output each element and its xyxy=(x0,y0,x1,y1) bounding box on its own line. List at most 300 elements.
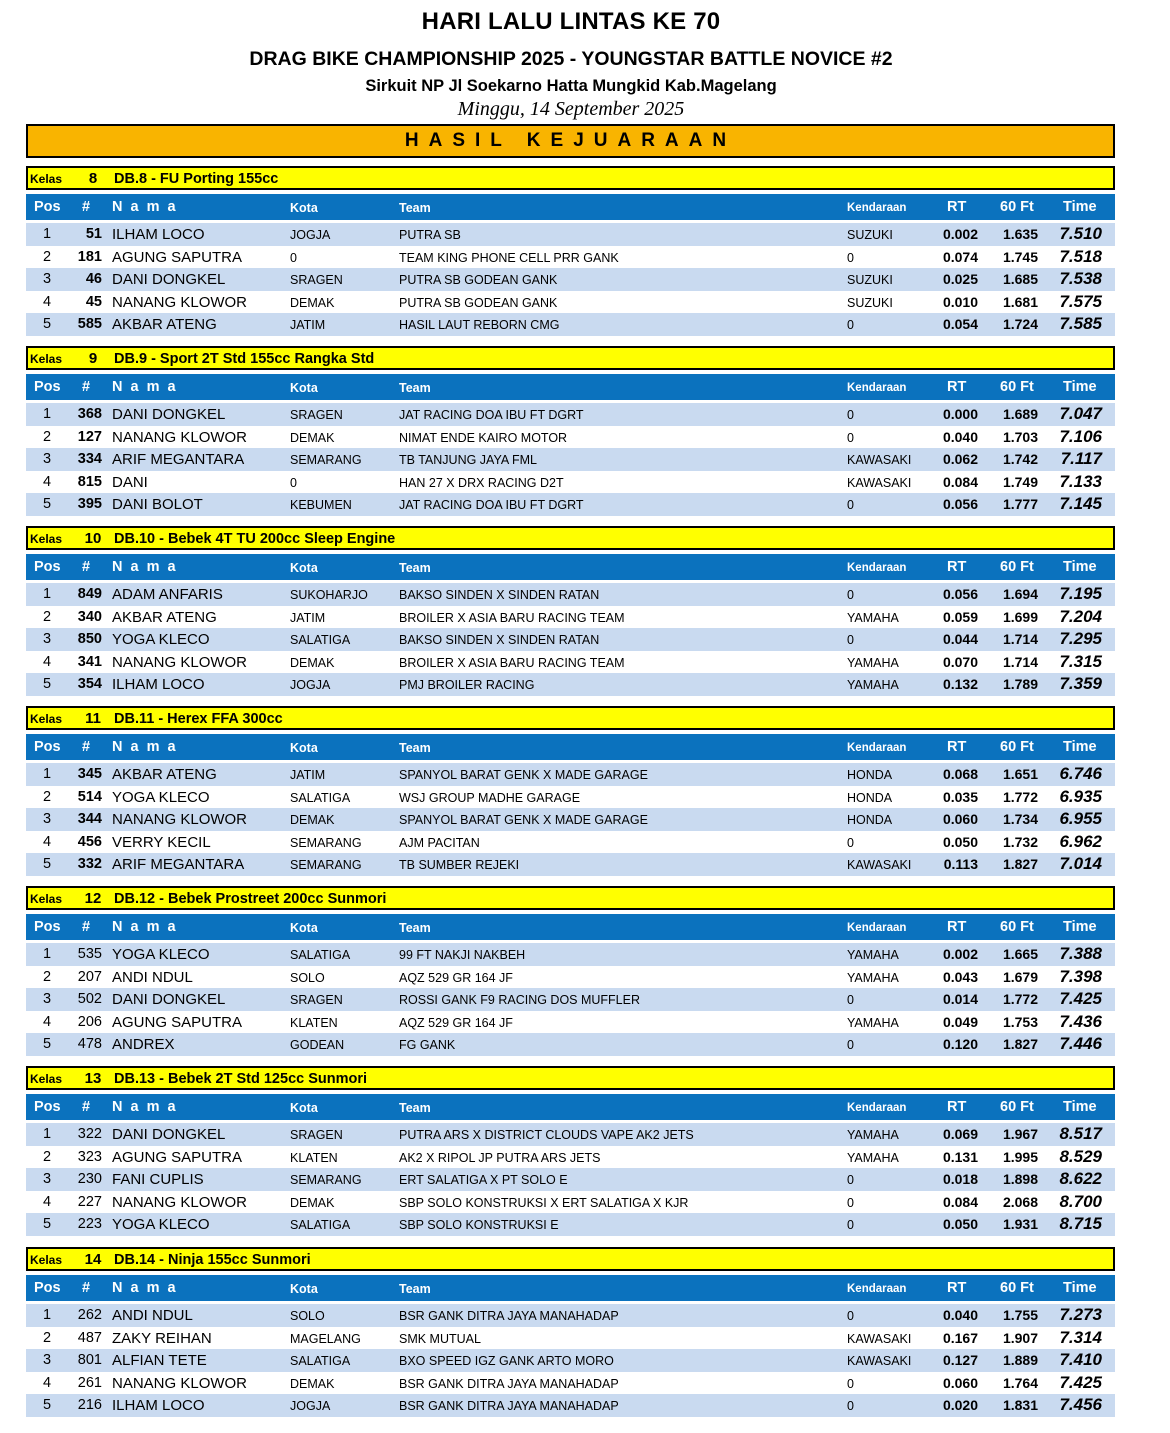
cell-time: 7.359 xyxy=(1059,674,1102,694)
cell-kendaraan: 0 xyxy=(847,1376,854,1391)
cell-time: 8.715 xyxy=(1059,1214,1102,1234)
table-row xyxy=(26,628,1115,651)
col-number: # xyxy=(82,739,91,755)
cell-nama: ZAKY REIHAN xyxy=(112,1329,212,1347)
cell-nama: NANANG KLOWOR xyxy=(112,428,248,446)
cell-kendaraan: 0 xyxy=(847,430,854,445)
cell-60ft: 1.732 xyxy=(1002,833,1038,850)
table-row xyxy=(26,1372,1115,1395)
cell-60ft: 1.749 xyxy=(1002,473,1038,490)
cell-pos: 3 xyxy=(42,271,52,288)
col-number: # xyxy=(82,559,91,575)
cell-team: JAT RACING DOA IBU FT DGRT xyxy=(399,498,584,513)
cell-team: JAT RACING DOA IBU FT DGRT xyxy=(399,408,584,422)
cell-time: 7.436 xyxy=(1059,1011,1102,1031)
col-kendaraan: Kendaraan xyxy=(847,202,907,214)
cell-pos: 2 xyxy=(42,788,52,805)
cell-nama: ANDREX xyxy=(112,1036,175,1054)
table-row xyxy=(26,1146,1115,1169)
cell-number: 230 xyxy=(77,1171,102,1188)
cell-kota: JATIM xyxy=(290,768,326,782)
cell-60ft: 1.889 xyxy=(1002,1352,1038,1369)
cell-60ft: 1.694 xyxy=(1002,586,1038,602)
cell-team: PUTRA ARS X DISTRICT CLOUDS VAPE AK2 JETS xyxy=(399,1128,694,1142)
cell-rt: 0.002 xyxy=(942,226,978,242)
cell-time: 7.425 xyxy=(1059,1372,1102,1392)
col-pos: Pos xyxy=(34,379,61,395)
cell-60ft: 2.068 xyxy=(1002,1193,1038,1210)
cell-kendaraan: HONDA xyxy=(847,790,893,805)
cell-kendaraan: 0 xyxy=(847,633,854,648)
cell-team: PUTRA SB xyxy=(399,228,461,242)
col-time: Time xyxy=(1063,199,1097,215)
cell-nama: DANI DONGKEL xyxy=(112,1126,226,1143)
cell-rt: 0.050 xyxy=(942,833,978,850)
cell-number: 487 xyxy=(77,1329,102,1346)
cell-number: 585 xyxy=(77,316,102,333)
table-row xyxy=(26,493,1115,516)
table-header xyxy=(26,914,1115,940)
class-name: DB.13 - Bebek 2T Std 125cc Sunmori xyxy=(114,1071,368,1087)
class-number: 13 xyxy=(84,1070,102,1087)
col-nama: N a m a xyxy=(112,199,178,215)
cell-kota: JATIM xyxy=(290,610,326,625)
cell-kendaraan: YAMAHA xyxy=(847,1150,899,1165)
class-title-bar xyxy=(26,346,1115,370)
col-time: Time xyxy=(1063,379,1097,395)
cell-60ft: 1.753 xyxy=(1002,1013,1038,1030)
table-header xyxy=(26,194,1115,220)
cell-nama: NANANG KLOWOR xyxy=(112,1374,248,1392)
col-team: Team xyxy=(399,381,431,395)
cell-number: 456 xyxy=(77,833,102,850)
table-row xyxy=(26,403,1115,426)
col-rt: RT xyxy=(947,1099,967,1115)
class-name: DB.8 - FU Porting 155cc xyxy=(114,171,279,187)
col-team: Team xyxy=(399,201,431,215)
cell-time: 7.314 xyxy=(1059,1327,1102,1347)
cell-pos: 5 xyxy=(42,1036,52,1053)
col-nama: N a m a xyxy=(112,559,178,575)
col-rt: RT xyxy=(947,379,967,395)
cell-60ft: 1.789 xyxy=(1002,676,1038,693)
cell-kota: SALATIGA xyxy=(290,948,351,962)
cell-kota: 0 xyxy=(290,250,297,265)
cell-nama: AGUNG SAPUTRA xyxy=(112,248,243,266)
class-section xyxy=(26,706,1115,876)
cell-60ft: 1.831 xyxy=(1002,1397,1038,1414)
cell-60ft: 1.742 xyxy=(1002,451,1038,468)
cell-nama: AKBAR ATENG xyxy=(112,608,217,626)
cell-time: 7.518 xyxy=(1059,246,1102,266)
cell-time: 7.410 xyxy=(1059,1350,1102,1370)
results-rows xyxy=(26,1123,1115,1236)
cell-nama: AKBAR ATENG xyxy=(112,766,217,783)
col-time: Time xyxy=(1063,1099,1097,1115)
cell-pos: 1 xyxy=(42,946,52,962)
cell-team: ERT SALATIGA X PT SOLO E xyxy=(399,1173,568,1188)
cell-60ft: 1.714 xyxy=(1002,653,1038,670)
results-banner: HASIL KEJUARAAN xyxy=(26,124,1115,158)
cell-kendaraan: KAWASAKI xyxy=(847,858,912,873)
class-number: 14 xyxy=(84,1251,102,1268)
cell-team: BROILER X ASIA BARU RACING TEAM xyxy=(399,610,625,625)
table-row xyxy=(26,786,1115,809)
col-pos: Pos xyxy=(34,919,61,935)
cell-number: 345 xyxy=(77,766,102,782)
cell-60ft: 1.679 xyxy=(1002,968,1038,985)
table-row xyxy=(26,988,1115,1011)
cell-number: 51 xyxy=(85,226,102,242)
cell-pos: 1 xyxy=(42,1307,52,1323)
cell-nama: ILHAM LOCO xyxy=(112,1397,205,1415)
cell-time: 7.014 xyxy=(1059,854,1102,874)
table-header xyxy=(26,554,1115,580)
cell-kendaraan: YAMAHA xyxy=(847,970,899,985)
cell-number: 206 xyxy=(77,1013,102,1030)
cell-pos: 2 xyxy=(42,1329,52,1346)
cell-number: 262 xyxy=(77,1307,102,1323)
cell-number: 46 xyxy=(85,271,102,288)
cell-team: PMJ BROILER RACING xyxy=(399,678,535,693)
cell-nama: AKBAR ATENG xyxy=(112,316,217,334)
cell-number: 815 xyxy=(77,473,102,490)
col-pos: Pos xyxy=(34,739,61,755)
cell-number: 127 xyxy=(77,428,102,445)
cell-rt: 0.043 xyxy=(942,968,978,985)
cell-rt: 0.020 xyxy=(942,1397,978,1414)
cell-60ft: 1.777 xyxy=(1002,496,1038,513)
col-number: # xyxy=(82,919,91,935)
cell-pos: 3 xyxy=(42,991,52,1008)
cell-pos: 2 xyxy=(42,1148,52,1165)
cell-60ft: 1.734 xyxy=(1002,811,1038,828)
cell-pos: 4 xyxy=(42,833,52,850)
cell-rt: 0.018 xyxy=(942,1171,978,1188)
cell-rt: 0.014 xyxy=(942,991,978,1008)
table-row xyxy=(26,1304,1115,1327)
cell-kendaraan: 0 xyxy=(847,498,854,513)
cell-rt: 0.056 xyxy=(942,496,978,513)
cell-nama: ADAM ANFARIS xyxy=(112,586,223,603)
cell-time: 7.585 xyxy=(1059,314,1102,334)
cell-rt: 0.069 xyxy=(942,1126,978,1142)
cell-kota: SRAGEN xyxy=(290,273,343,288)
cell-nama: YOGA KLECO xyxy=(112,1216,210,1234)
cell-team: BSR GANK DITRA JAYA MANAHADAP xyxy=(399,1376,619,1391)
cell-kendaraan: YAMAHA xyxy=(847,678,899,693)
col-kendaraan: Kendaraan xyxy=(847,742,907,754)
cell-number: 323 xyxy=(77,1148,102,1165)
col-team: Team xyxy=(399,1101,431,1115)
table-row xyxy=(26,651,1115,674)
cell-kota: DEMAK xyxy=(290,1195,335,1210)
col-rt: RT xyxy=(947,739,967,755)
cell-team: TEAM KING PHONE CELL PRR GANK xyxy=(399,250,619,265)
cell-rt: 0.060 xyxy=(942,1374,978,1391)
table-row xyxy=(26,763,1115,786)
cell-nama: ANDI NDUL xyxy=(112,1307,193,1324)
col-kota: Kota xyxy=(290,201,318,215)
cell-kendaraan: KAWASAKI xyxy=(847,475,912,490)
cell-nama: FANI CUPLIS xyxy=(112,1171,204,1189)
class-title-bar xyxy=(26,166,1115,190)
cell-kota: DEMAK xyxy=(290,1376,335,1391)
col-pos: Pos xyxy=(34,1099,61,1115)
cell-nama: YOGA KLECO xyxy=(112,946,210,963)
cell-kendaraan: KAWASAKI xyxy=(847,1331,912,1346)
cell-pos: 1 xyxy=(42,226,52,242)
cell-number: 849 xyxy=(77,586,102,602)
table-row xyxy=(26,223,1115,246)
class-name: DB.14 - Ninja 155cc Sunmori xyxy=(114,1252,311,1268)
cell-kota: SUKOHARJO xyxy=(290,588,368,602)
class-number: 9 xyxy=(88,350,98,367)
col-60ft: 60 Ft xyxy=(1000,379,1034,395)
cell-60ft: 1.764 xyxy=(1002,1374,1038,1391)
results-rows xyxy=(26,223,1115,336)
class-number: 11 xyxy=(85,710,101,727)
cell-rt: 0.000 xyxy=(942,406,978,422)
table-row xyxy=(26,673,1115,696)
cell-nama: NANANG KLOWOR xyxy=(112,653,248,671)
cell-nama: VERRY KECIL xyxy=(112,833,211,851)
col-nama: N a m a xyxy=(112,739,178,755)
cell-number: 344 xyxy=(77,811,102,828)
cell-number: 341 xyxy=(77,653,102,670)
cell-time: 7.047 xyxy=(1059,404,1102,423)
cell-rt: 0.131 xyxy=(942,1148,978,1165)
cell-60ft: 1.703 xyxy=(1002,428,1038,445)
col-number: # xyxy=(82,1099,91,1115)
cell-number: 368 xyxy=(77,406,102,422)
table-row xyxy=(26,1168,1115,1191)
col-time: Time xyxy=(1063,559,1097,575)
cell-60ft: 1.995 xyxy=(1002,1148,1038,1165)
col-nama: N a m a xyxy=(112,1280,178,1296)
cell-number: 502 xyxy=(77,991,102,1008)
col-60ft: 60 Ft xyxy=(1000,559,1034,575)
cell-nama: NANANG KLOWOR xyxy=(112,1193,248,1211)
class-section xyxy=(26,1066,1115,1236)
col-kota: Kota xyxy=(290,381,318,395)
cell-pos: 4 xyxy=(42,473,52,490)
cell-number: 207 xyxy=(77,968,102,985)
cell-kota: JOGJA xyxy=(290,1399,331,1414)
class-label: Kelas xyxy=(30,1253,63,1267)
col-kendaraan: Kendaraan xyxy=(847,1102,907,1114)
cell-number: 514 xyxy=(77,788,102,805)
cell-team: BAKSO SINDEN X SINDEN RATAN xyxy=(399,588,600,602)
cell-team: NIMAT ENDE KAIRO MOTOR xyxy=(399,430,568,445)
cell-rt: 0.120 xyxy=(942,1036,978,1053)
cell-pos: 3 xyxy=(42,811,52,828)
cell-pos: 5 xyxy=(42,856,52,873)
cell-60ft: 1.714 xyxy=(1002,631,1038,648)
table-row xyxy=(26,606,1115,629)
cell-team: 99 FT NAKJI NAKBEH xyxy=(399,948,526,962)
cell-kendaraan: 0 xyxy=(847,1309,854,1323)
table-row xyxy=(26,808,1115,831)
cell-kota: 0 xyxy=(290,475,297,490)
cell-kendaraan: 0 xyxy=(847,1218,854,1233)
cell-kota: KLATEN xyxy=(290,1150,338,1165)
cell-kota: SEMARANG xyxy=(290,1173,362,1188)
cell-team: SPANYOL BARAT GENK X MADE GARAGE xyxy=(399,768,648,782)
col-nama: N a m a xyxy=(112,379,178,395)
col-kendaraan: Kendaraan xyxy=(847,382,907,394)
table-row xyxy=(26,1033,1115,1056)
col-kota: Kota xyxy=(290,1101,318,1115)
cell-pos: 4 xyxy=(42,293,52,310)
cell-nama: ARIF MEGANTARA xyxy=(112,451,245,469)
cell-60ft: 1.635 xyxy=(1002,226,1038,242)
cell-nama: AGUNG SAPUTRA xyxy=(112,1148,243,1166)
cell-kendaraan: SUZUKI xyxy=(847,295,893,310)
table-row xyxy=(26,1394,1115,1417)
cell-kota: SEMARANG xyxy=(290,835,362,850)
cell-number: 535 xyxy=(77,946,102,962)
cell-kota: DEMAK xyxy=(290,430,335,445)
cell-kota: JATIM xyxy=(290,318,326,333)
cell-team: SPANYOL BARAT GENK X MADE GARAGE xyxy=(399,813,648,828)
cell-nama: ANDI NDUL xyxy=(112,968,193,986)
col-60ft: 60 Ft xyxy=(1000,919,1034,935)
cell-team: AQZ 529 GR 164 JF xyxy=(399,970,513,985)
cell-kendaraan: 0 xyxy=(847,993,854,1008)
cell-nama: ALFIAN TETE xyxy=(112,1352,207,1370)
cell-pos: 2 xyxy=(42,608,52,625)
cell-kendaraan: SUZUKI xyxy=(847,273,893,288)
class-section xyxy=(26,346,1115,516)
table-row xyxy=(26,291,1115,314)
cell-number: 332 xyxy=(77,856,102,873)
col-team: Team xyxy=(399,741,431,755)
cell-team: BROILER X ASIA BARU RACING TEAM xyxy=(399,655,625,670)
col-60ft: 60 Ft xyxy=(1000,1280,1034,1296)
table-row xyxy=(26,583,1115,606)
cell-nama: DANI DONGKEL xyxy=(112,406,226,423)
class-label: Kelas xyxy=(30,712,63,726)
col-rt: RT xyxy=(947,199,967,215)
cell-pos: 4 xyxy=(42,1013,52,1030)
class-name: DB.12 - Bebek Prostreet 200cc Sunmori xyxy=(114,891,387,907)
cell-number: 478 xyxy=(77,1036,102,1053)
col-team: Team xyxy=(399,561,431,575)
cell-kota: SRAGEN xyxy=(290,408,343,422)
col-60ft: 60 Ft xyxy=(1000,199,1034,215)
cell-kota: JOGJA xyxy=(290,228,331,242)
cell-kendaraan: 0 xyxy=(847,1038,854,1053)
cell-nama: DANI BOLOT xyxy=(112,496,203,514)
cell-time: 7.510 xyxy=(1059,224,1102,243)
cell-pos: 1 xyxy=(42,766,52,782)
table-row xyxy=(26,268,1115,291)
cell-nama: DANI xyxy=(112,473,148,491)
cell-pos: 2 xyxy=(42,248,52,265)
cell-kendaraan: 0 xyxy=(847,588,854,602)
cell-nama: DANI DONGKEL xyxy=(112,991,226,1009)
cell-team: HASIL LAUT REBORN CMG xyxy=(399,318,560,333)
cell-60ft: 1.931 xyxy=(1002,1216,1038,1233)
table-header xyxy=(26,374,1115,400)
cell-rt: 0.074 xyxy=(942,248,978,265)
col-kendaraan: Kendaraan xyxy=(847,922,907,934)
cell-60ft: 1.685 xyxy=(1002,271,1038,288)
cell-time: 7.195 xyxy=(1059,584,1102,603)
col-number: # xyxy=(82,199,91,215)
cell-60ft: 1.755 xyxy=(1002,1307,1038,1323)
table-row xyxy=(26,1213,1115,1236)
cell-rt: 0.050 xyxy=(942,1216,978,1233)
cell-kendaraan: YAMAHA xyxy=(847,948,899,962)
cell-rt: 0.040 xyxy=(942,428,978,445)
col-kota: Kota xyxy=(290,741,318,755)
col-number: # xyxy=(82,379,91,395)
table-row xyxy=(26,471,1115,494)
table-row xyxy=(26,831,1115,854)
cell-time: 7.388 xyxy=(1059,944,1102,963)
cell-rt: 0.062 xyxy=(942,451,978,468)
col-60ft: 60 Ft xyxy=(1000,739,1034,755)
table-row xyxy=(26,1349,1115,1372)
col-time: Time xyxy=(1063,919,1097,935)
cell-60ft: 1.967 xyxy=(1002,1126,1038,1142)
cell-time: 7.273 xyxy=(1059,1305,1102,1324)
results-rows xyxy=(26,943,1115,1056)
cell-time: 7.133 xyxy=(1059,471,1102,491)
cell-time: 8.517 xyxy=(1059,1124,1102,1143)
col-rt: RT xyxy=(947,1280,967,1296)
cell-pos: 5 xyxy=(42,316,52,333)
cell-team: AJM PACITAN xyxy=(399,835,480,850)
cell-kendaraan: HONDA xyxy=(847,768,893,782)
cell-pos: 1 xyxy=(42,406,52,422)
cell-kendaraan: HONDA xyxy=(847,813,893,828)
cell-nama: YOGA KLECO xyxy=(112,631,210,649)
cell-time: 7.145 xyxy=(1059,494,1102,514)
cell-60ft: 1.689 xyxy=(1002,406,1038,422)
class-label: Kelas xyxy=(30,892,63,906)
class-label: Kelas xyxy=(30,172,63,186)
cell-rt: 0.035 xyxy=(942,788,978,805)
cell-kota: SOLO xyxy=(290,970,325,985)
cell-team: ROSSI GANK F9 RACING DOS MUFFLER xyxy=(399,993,641,1008)
cell-60ft: 1.681 xyxy=(1002,293,1038,310)
cell-time: 7.456 xyxy=(1059,1395,1102,1415)
class-title-bar xyxy=(26,1247,1115,1271)
class-number: 8 xyxy=(88,170,98,187)
cell-kendaraan: 0 xyxy=(847,1173,854,1188)
cell-team: HAN 27 X DRX RACING D2T xyxy=(399,475,564,490)
cell-kota: DEMAK xyxy=(290,295,335,310)
cell-rt: 0.084 xyxy=(942,1193,978,1210)
col-kendaraan: Kendaraan xyxy=(847,1283,907,1295)
event-date: Minggu, 14 September 2025 xyxy=(457,98,685,120)
cell-60ft: 1.699 xyxy=(1002,608,1038,625)
cell-team: AQZ 529 GR 164 JF xyxy=(399,1015,513,1030)
cell-time: 8.622 xyxy=(1059,1169,1102,1189)
cell-kota: GODEAN xyxy=(290,1038,345,1053)
results-rows xyxy=(26,403,1115,516)
cell-time: 6.962 xyxy=(1059,831,1102,851)
cell-kota: SRAGEN xyxy=(290,993,343,1008)
cell-team: TB TANJUNG JAYA FML xyxy=(399,453,537,468)
class-title-bar xyxy=(26,1066,1115,1090)
cell-kendaraan: 0 xyxy=(847,318,854,333)
cell-nama: NANANG KLOWOR xyxy=(112,293,248,311)
class-title-bar xyxy=(26,706,1115,730)
